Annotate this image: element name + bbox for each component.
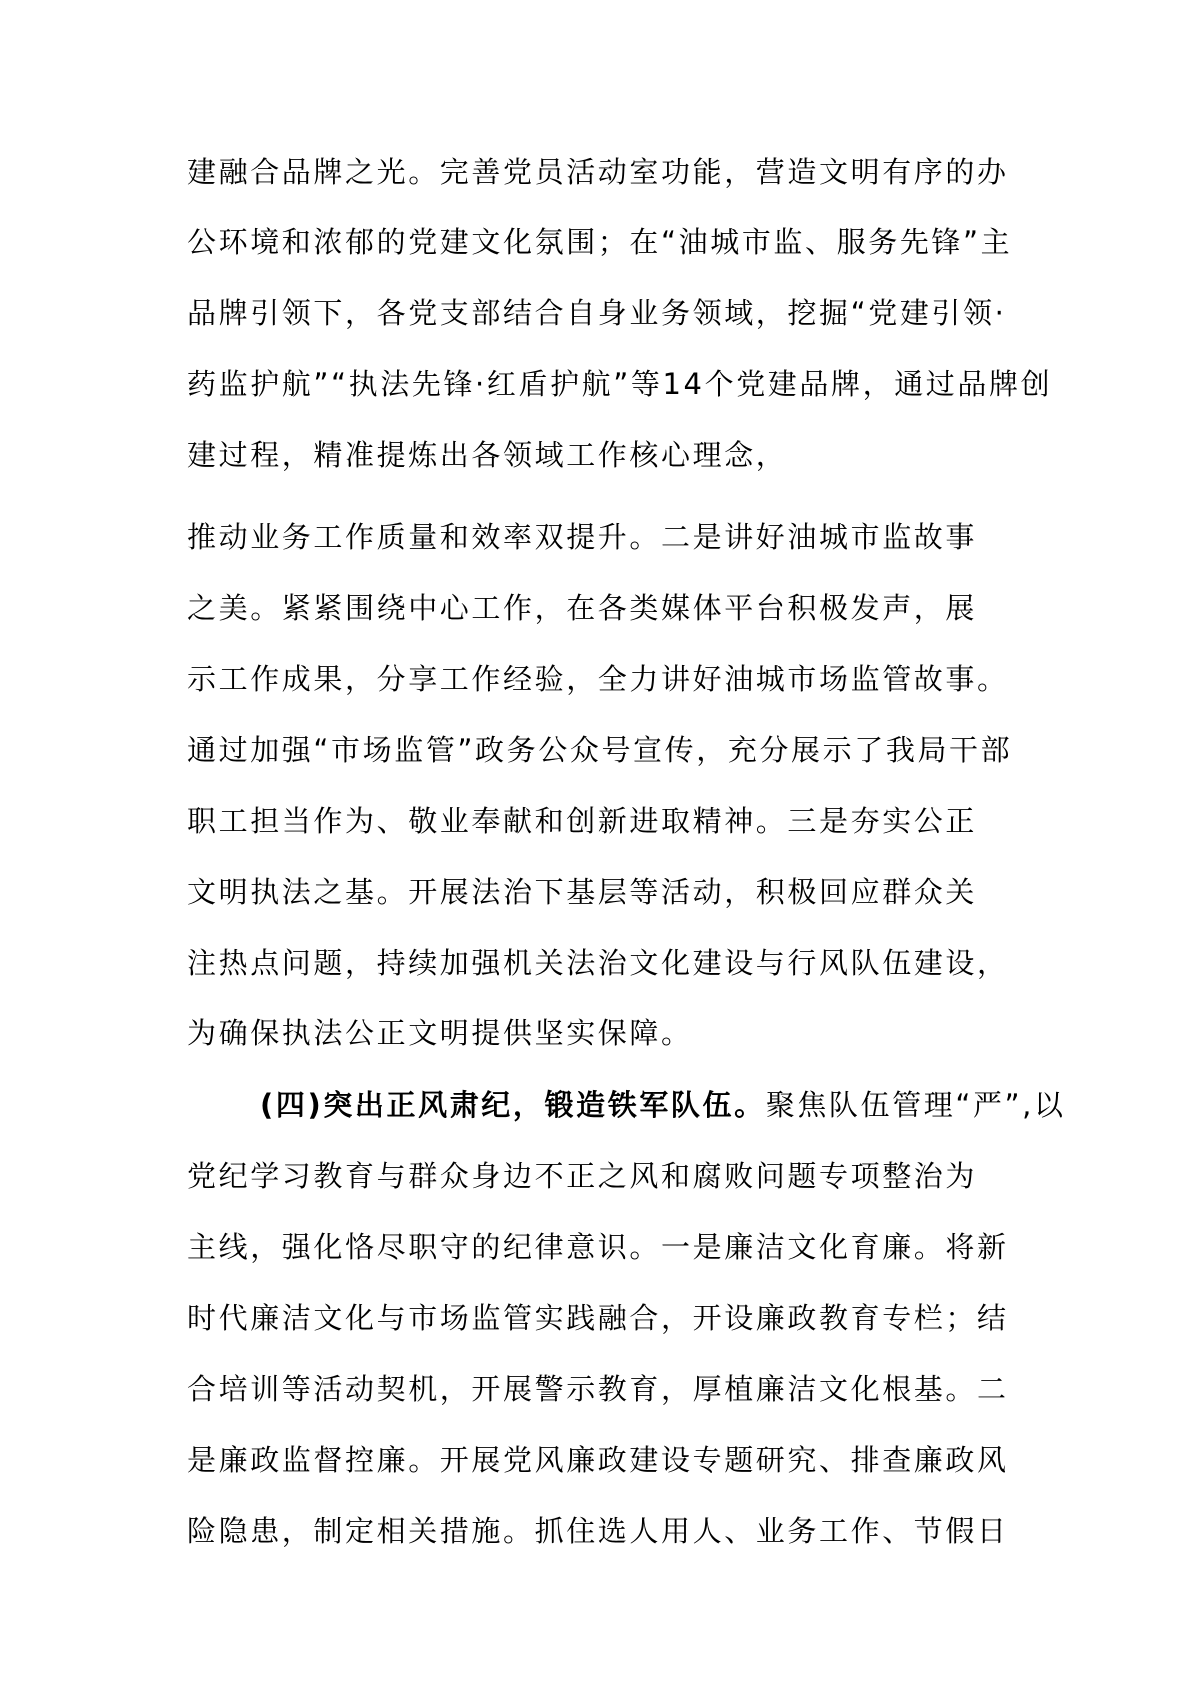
body-text-line: 险隐患，制定相关措施。抓住选人用人、业务工作、节假日 (187, 1514, 1009, 1548)
body-text-line: 党纪学习教育与群众身边不正之风和腐败问题专项整治为 (187, 1159, 978, 1193)
body-text-line: 药监护航”“执法先锋·红盾护航”等14个党建品牌，通过品牌创 (187, 367, 1053, 401)
body-text-line: 推动业务工作质量和效率双提升。二是讲好油城市监故事 (187, 520, 978, 554)
body-text-line: 是廉政监督控廉。开展党风廉政建设专题研究、排查廉政风 (187, 1443, 1009, 1477)
section-heading-line (260, 1085, 1066, 1125)
body-text-line: 时代廉洁文化与市场监管实践融合，开设廉政教育专栏；结 (187, 1301, 1009, 1335)
body-text-line: 之美。紧紧围绕中心工作，在各类媒体平台积极发声，展 (187, 591, 978, 625)
section-heading: (四)突出正风肃纪，锻造铁军队伍。 (260, 1088, 766, 1122)
body-text-line: 注热点问题，持续加强机关法治文化建设与行风队伍建设， (187, 946, 1009, 980)
body-text-line: 主线，强化恪尽职守的纪律意识。一是廉洁文化育廉。将新 (187, 1230, 1009, 1264)
body-text-line: 文明执法之基。开展法治下基层等活动，积极回应群众关 (187, 875, 978, 909)
body-text-line: 建融合品牌之光。完善党员活动室功能，营造文明有序的办 (187, 155, 1009, 189)
body-text-line: 为确保执法公正文明提供坚实保障。 (187, 1016, 693, 1050)
body-text-line: 建过程，精准提炼出各领域工作核心理念， (187, 438, 788, 472)
body-text-line: 公环境和浓郁的党建文化氛围；在“油城市监、服务先锋”主 (187, 225, 1013, 259)
body-text-line: 通过加强“市场监管”政务公众号宣传，充分展示了我局干部 (187, 733, 1013, 767)
body-text-line: 职工担当作为、敬业奉献和创新进取精神。三是夯实公正 (187, 804, 978, 838)
section-heading-rest: 聚焦队伍管理“严”,以 (765, 1088, 1066, 1122)
body-text-line: 示工作成果，分享工作经验，全力讲好油城市场监管故事。 (187, 662, 1009, 696)
body-text-line: 合培训等活动契机，开展警示教育，厚植廉洁文化根基。二 (187, 1372, 1009, 1406)
body-text-line: 品牌引领下，各党支部结合自身业务领域，挖掘“党建引领· (187, 296, 1007, 330)
